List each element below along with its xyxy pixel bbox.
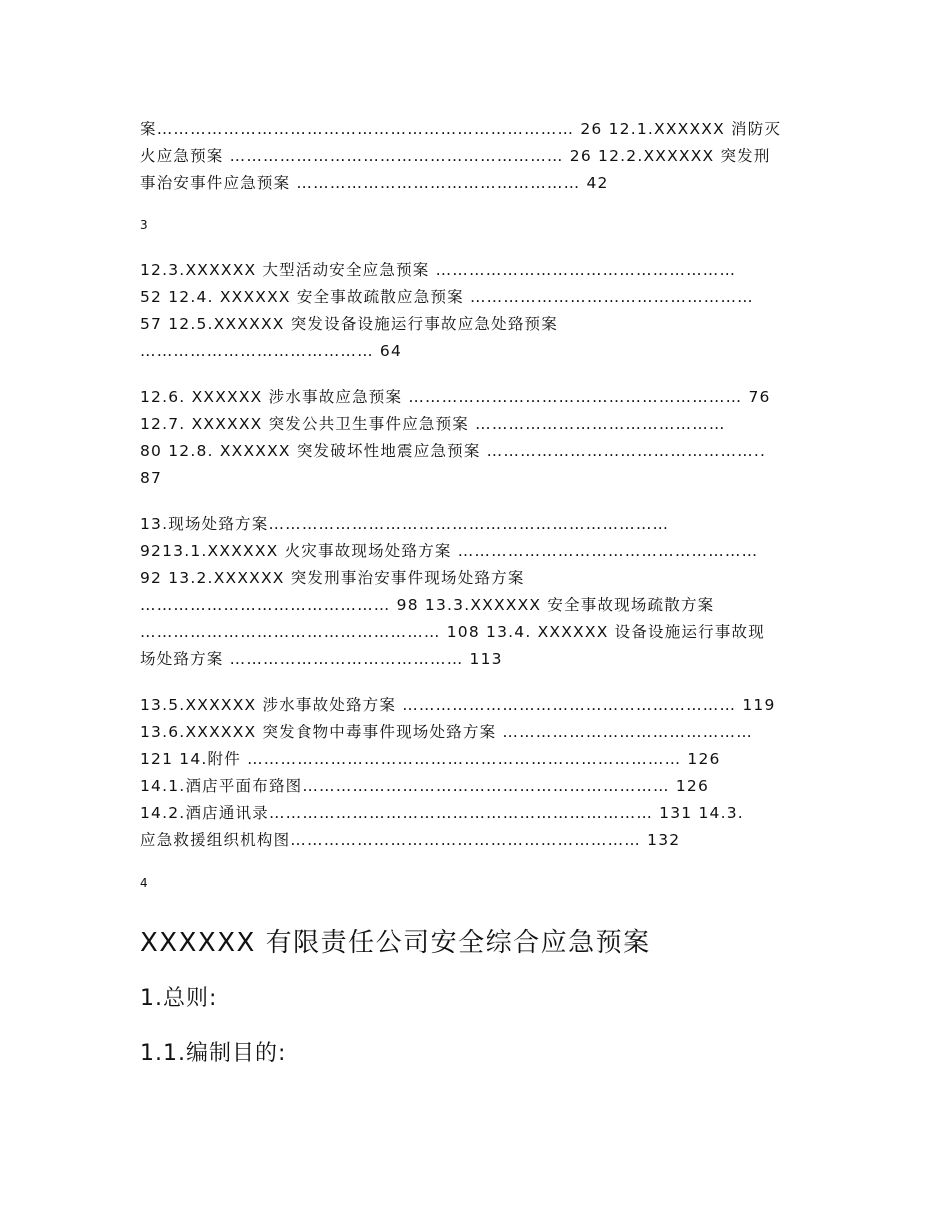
toc-line: ……………………………………………… 108 13.4. XXXXXX 设备设施运行事故现 [140, 623, 765, 641]
document-title: XXXXXX 有限责任公司安全综合应急预案 [140, 928, 651, 958]
toc-line: 9213.1.XXXXXX 火灾事故现场处臵方案 ……………………………………………… [140, 542, 759, 560]
page-number: 4 [140, 876, 148, 890]
subsection-heading: 1.1.编制目的: [140, 1041, 287, 1066]
section-heading: 1.总则: [140, 986, 218, 1011]
toc-line: 87 [140, 469, 163, 487]
toc-line: 52 12.4. XXXXXX 安全事故疏散应急预案 …………………………………………… [140, 288, 754, 306]
toc-line: …………………………………… 64 [140, 342, 403, 360]
toc-line: 12.3.XXXXXX 大型活动安全应急预案 ……………………………………………… [140, 261, 737, 279]
toc-line: 121 14.附件 …………………………………………………………………… 126 [140, 750, 721, 768]
toc-line: 13.现场处臵方案……………………………………………………………… [140, 515, 670, 533]
toc-line: 场处臵方案 …………………………………… 113 [140, 650, 503, 668]
toc-group-2 [140, 257, 812, 365]
toc-group-4 [140, 511, 812, 673]
toc-line: 事治安事件应急预案 …………………………………………… 42 [140, 174, 609, 192]
toc-line: 13.6.XXXXXX 突发食物中毒事件现场处臵方案 ……………………………………… [140, 723, 753, 741]
toc-group-1 [140, 116, 812, 197]
toc-line: 80 12.8. XXXXXX 突发破坏性地震应急预案 ………………………………………….. [140, 442, 767, 460]
toc-line: 57 12.5.XXXXXX 突发设备设施运行事故应急处臵预案 [140, 315, 558, 333]
toc-line: 13.5.XXXXXX 涉水事故处臵方案 …………………………………………………… 119 [140, 696, 776, 714]
toc-line: 12.7. XXXXXX 突发公共卫生事件应急预案 ……………………………………… [140, 415, 726, 433]
toc-line: 12.6. XXXXXX 涉水事故应急预案 …………………………………………………… 76 [140, 388, 771, 406]
toc-line: 92 13.2.XXXXXX 突发刑事治安事件现场处臵方案 [140, 569, 525, 587]
toc-line: 火应急预案 …………………………………………………… 26 12.2.XXXXXX 突发刑 [140, 147, 771, 165]
page-number: 3 [140, 218, 148, 232]
toc-group-5 [140, 692, 812, 854]
toc-line: 应急救援组织机构图……………………………………………………… 132 [140, 831, 681, 849]
toc-line: 14.1.酒店平面布臵图………………………………………………………… 126 [140, 777, 710, 795]
toc-group-3 [140, 384, 812, 492]
toc-line: ……………………………………… 98 13.3.XXXXXX 安全事故现场疏散方案 [140, 596, 715, 614]
toc-line: 案………………………………………………………………… 26 12.1.XXXXXX 消防灭 [140, 120, 782, 138]
toc-line: 14.2.酒店通讯录…………………………………………………………… 131 14.3. [140, 804, 744, 822]
